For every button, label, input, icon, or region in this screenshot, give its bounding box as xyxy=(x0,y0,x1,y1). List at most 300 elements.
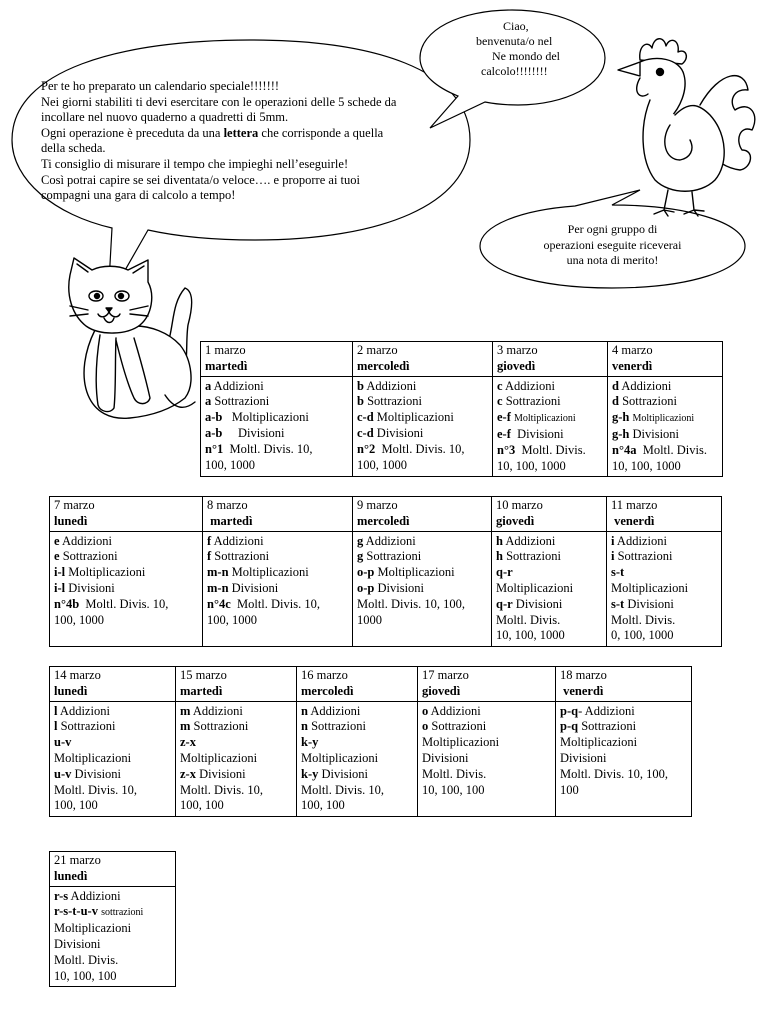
operation-line xyxy=(422,704,551,720)
operation-text: Divisioni xyxy=(71,766,122,781)
operation-letter: c-d xyxy=(357,425,374,440)
operation-text: Moltl. Divis. 10, xyxy=(230,596,320,611)
operation-letter: q-r xyxy=(496,596,513,611)
operation-line xyxy=(497,427,603,443)
operation-letter: b xyxy=(357,394,364,409)
day-date: 16 marzo xyxy=(301,668,348,682)
operation-line xyxy=(54,751,171,767)
operation-line xyxy=(357,442,488,458)
operation-line xyxy=(301,735,413,751)
operation-text: 100, 100 xyxy=(301,798,345,813)
day-header-cell xyxy=(492,497,607,532)
operation-text: Sottrazioni xyxy=(190,719,249,734)
operation-line xyxy=(54,613,198,629)
operation-text: Addizioni xyxy=(307,703,361,718)
operation-line xyxy=(54,719,171,735)
operation-text: Moltiplicazioni xyxy=(54,750,132,765)
day-date: 9 marzo xyxy=(357,498,398,512)
operation-text: Sottrazioni xyxy=(578,719,637,734)
operation-line xyxy=(207,581,348,597)
rooster-bubble-bottom-text xyxy=(500,222,725,269)
day-operations-cell xyxy=(607,531,722,647)
operation-text: Addizioni xyxy=(190,703,243,718)
operation-text: Addizioni xyxy=(618,378,672,393)
cat-illustration xyxy=(69,258,195,418)
day-weekday: venerdì xyxy=(612,358,653,373)
operation-text: Moltl. Divis. 10, xyxy=(180,782,263,797)
rooster-top-line: Ne mondo del xyxy=(492,49,560,63)
operation-line xyxy=(207,565,348,581)
operation-line xyxy=(205,442,348,458)
day-weekday: venerdì xyxy=(560,683,604,698)
operation-letter: z-x xyxy=(180,766,196,781)
operation-letter: n°4b xyxy=(54,596,80,611)
operation-text: 100, 1000 xyxy=(205,457,255,472)
operation-text: Sottrazioni xyxy=(428,719,487,734)
operation-line xyxy=(301,704,413,720)
operation-letter: b xyxy=(357,378,364,393)
day-header-cell xyxy=(50,497,203,532)
operation-text: Moltl. Divis. xyxy=(496,612,561,627)
operation-line xyxy=(54,704,171,720)
operation-letter: a-b xyxy=(205,410,223,425)
day-header-cell xyxy=(353,497,492,532)
operation-text: Divisioni xyxy=(422,750,469,765)
operation-text: Moltiplicazioni xyxy=(65,565,146,580)
operation-letter: a-b xyxy=(205,425,223,440)
cat-bubble-line: Ogni operazione è preceduta da una lettera che corrisponde a quella xyxy=(41,125,384,140)
day-date: 17 marzo xyxy=(422,668,469,682)
operation-text: Divisioni xyxy=(373,425,424,440)
cat-bubble-line: compagni una gara di calcolo a tempo! xyxy=(41,188,236,203)
operation-letter: i xyxy=(611,533,615,548)
operation-text: Addizioni xyxy=(502,378,555,393)
operation-line xyxy=(611,597,717,613)
operation-line xyxy=(54,783,171,799)
operation-text: Moltiplicazioni xyxy=(373,410,454,425)
operation-text: Addizioni xyxy=(211,533,264,548)
operation-letter: m xyxy=(180,719,191,734)
operation-line xyxy=(357,410,488,426)
day-weekday: mercoledì xyxy=(357,513,410,528)
operation-letter: n xyxy=(301,703,308,718)
operation-text: Moltl. Divis. 10, xyxy=(375,441,465,456)
operation-letter: l xyxy=(54,719,58,734)
day-operations-cell xyxy=(201,376,353,477)
operation-letter: m xyxy=(180,703,191,718)
operation-line xyxy=(496,534,602,550)
day-operations-cell xyxy=(492,531,607,647)
day-weekday: giovedì xyxy=(497,358,536,373)
operation-text: Divisioni xyxy=(318,766,369,781)
operation-text: 100, 100 xyxy=(54,798,98,813)
operation-line xyxy=(496,613,602,629)
operation-line xyxy=(496,581,602,597)
day-operations-cell xyxy=(556,701,692,817)
operation-line xyxy=(497,443,603,459)
operation-line xyxy=(180,735,292,751)
day-weekday: martedì xyxy=(180,683,223,698)
operation-line xyxy=(612,443,718,459)
day-header-cell xyxy=(201,342,353,377)
operation-line xyxy=(54,549,198,565)
operation-line xyxy=(357,565,487,581)
day-weekday: martedì xyxy=(205,358,248,373)
operation-line xyxy=(560,751,687,767)
operation-letter: k-y xyxy=(301,766,319,781)
operation-text: Addizioni xyxy=(59,533,112,548)
day-date: 18 marzo xyxy=(560,668,607,682)
day-date: 10 marzo xyxy=(496,498,543,512)
operation-letter: g xyxy=(357,549,364,564)
day-operations-cell xyxy=(50,531,203,647)
operation-line xyxy=(54,735,171,751)
day-header-cell xyxy=(50,667,176,702)
operation-line xyxy=(612,459,718,475)
operation-letter: c xyxy=(497,378,503,393)
operation-text: Moltl. Divis. xyxy=(515,442,586,457)
operation-text-small: sottrazioni xyxy=(101,907,144,919)
operation-line xyxy=(611,549,717,565)
rooster-bubble-top-text xyxy=(470,19,580,79)
operation-line xyxy=(357,613,487,629)
operation-line xyxy=(357,581,487,597)
operation-text: Addizioni xyxy=(57,703,110,718)
operation-text: Divisioni xyxy=(512,596,563,611)
operation-text: Moltl. Divis. 10, xyxy=(223,441,313,456)
operation-line xyxy=(611,565,717,581)
operation-line xyxy=(611,613,717,629)
operation-line xyxy=(357,394,488,410)
rooster-bottom-line: operazioni eseguite riceverai xyxy=(543,237,682,252)
day-date: 2 marzo xyxy=(357,343,398,357)
operation-letter: e-f xyxy=(497,410,511,425)
operation-line xyxy=(357,379,488,395)
operation-text: Sottrazioni xyxy=(211,394,270,409)
operation-text: Divisioni xyxy=(629,426,680,441)
operation-text: Moltiplicazioni xyxy=(228,565,309,580)
operation-line xyxy=(205,410,348,426)
operation-letter: m-n xyxy=(207,580,229,595)
day-header-cell xyxy=(418,667,556,702)
calendar-week-4 xyxy=(49,851,176,987)
operation-letter: d xyxy=(612,378,619,393)
operation-line xyxy=(357,549,487,565)
operation-line xyxy=(301,783,413,799)
rooster-top-line: benvenuta/o nel xyxy=(476,34,553,48)
operation-text: Sottrazioni xyxy=(59,549,118,564)
day-operations-cell xyxy=(493,376,608,477)
operation-text: Sottrazioni xyxy=(614,549,673,564)
day-date: 4 marzo xyxy=(612,343,653,357)
operation-text: Divisioni xyxy=(374,580,425,595)
operation-letter: s-t xyxy=(611,596,625,611)
operation-letter: n°4c xyxy=(207,596,231,611)
operation-letter: g xyxy=(357,533,364,548)
operation-line xyxy=(54,767,171,783)
calendar-header-row xyxy=(50,497,722,532)
day-operations-cell xyxy=(50,701,176,817)
operation-letter: o-p xyxy=(357,565,375,580)
day-date: 15 marzo xyxy=(180,668,227,682)
operation-line xyxy=(357,458,488,474)
operation-line xyxy=(205,379,348,395)
operation-line xyxy=(54,581,198,597)
operation-text: Sottrazioni xyxy=(307,719,366,734)
operation-text: Moltl. Divis. 10, xyxy=(54,782,137,797)
operation-line xyxy=(205,394,348,410)
operation-line xyxy=(612,394,718,410)
operation-text: Moltiplicazioni xyxy=(374,565,455,580)
operation-text: 10, 100, 100 xyxy=(54,968,117,983)
cat-bubble-line: Per te ho preparato un calendario speciale!!!!!!! xyxy=(41,79,280,93)
operation-line xyxy=(301,767,413,783)
operation-text: 100, 1000 xyxy=(54,612,104,627)
operation-letter: c-d xyxy=(357,410,374,425)
cat-bubble-line: della scheda. xyxy=(41,141,106,156)
operation-text: Moltl. Divis. xyxy=(422,766,487,781)
operation-line xyxy=(422,783,551,799)
operation-text: Moltl. Divis. xyxy=(54,952,119,967)
operation-letter: f xyxy=(207,549,212,564)
operation-letter: q-r xyxy=(496,565,513,580)
operation-letter: z-x xyxy=(180,735,196,750)
day-weekday: martedì xyxy=(207,513,253,528)
operation-line xyxy=(422,735,551,751)
day-operations-cell xyxy=(50,886,176,987)
operation-text: 10, 100, 1000 xyxy=(497,458,566,473)
operation-letter: c xyxy=(497,394,503,409)
operation-line xyxy=(560,735,687,751)
day-weekday: venerdì xyxy=(611,513,655,528)
cat-bubble-line: incollare nel nuovo quaderno a quadretti di 5mm. xyxy=(41,110,289,125)
operation-text: Sottrazioni xyxy=(502,394,561,409)
rooster-top-line: Ciao, xyxy=(503,19,529,33)
operation-line xyxy=(180,751,292,767)
cat-bubble-text xyxy=(41,79,461,204)
operation-line xyxy=(496,549,602,565)
operation-text: Sottrazioni xyxy=(502,549,561,564)
operation-line xyxy=(54,798,171,814)
calendar-body-row xyxy=(50,886,176,987)
operation-letter: h xyxy=(496,533,503,548)
operation-line xyxy=(560,783,687,799)
operation-line xyxy=(357,534,487,550)
operation-text: Moltiplicazioni xyxy=(496,580,574,595)
day-weekday: lunedì xyxy=(54,683,88,698)
operation-text: 10, 100, 1000 xyxy=(496,628,565,643)
operation-text: Moltiplicazioni xyxy=(222,410,309,425)
rooster-bottom-line: una nota di merito! xyxy=(566,253,659,267)
day-weekday: mercoledì xyxy=(357,358,410,373)
operation-text: Moltiplicazioni xyxy=(611,580,689,595)
operation-letter: a xyxy=(205,394,212,409)
operation-line xyxy=(205,426,348,442)
operation-line xyxy=(560,704,687,720)
operation-text: Sottrazioni xyxy=(211,549,270,564)
day-header-cell xyxy=(556,667,692,702)
operation-text: 10, 100, 100 xyxy=(422,782,485,797)
operation-letter: n°2 xyxy=(357,441,376,456)
operation-letter: i-l xyxy=(54,565,66,580)
operation-text: Divisioni xyxy=(195,766,246,781)
operation-line xyxy=(207,613,348,629)
operation-text: Moltl. Divis. xyxy=(611,612,676,627)
operation-line xyxy=(497,459,603,475)
operation-letter: s-t xyxy=(611,565,625,580)
operation-text: Addizioni xyxy=(502,533,556,548)
operation-text: Sottrazioni xyxy=(363,394,422,409)
operation-letter: a xyxy=(205,378,212,393)
day-operations-cell xyxy=(203,531,353,647)
operation-text-small: Moltiplicazioni xyxy=(514,413,576,425)
operation-line xyxy=(54,904,171,921)
calendar-header-row xyxy=(50,667,692,702)
operation-line xyxy=(612,379,718,395)
operation-letter: r-s-t-u-v xyxy=(54,904,98,919)
operation-text: Moltiplicazioni xyxy=(422,735,500,750)
operation-text: Divisioni xyxy=(65,580,115,595)
operation-letter: n°1 xyxy=(205,441,224,456)
operation-line xyxy=(54,969,171,985)
day-header-cell xyxy=(50,852,176,887)
operation-letter: n°3 xyxy=(497,442,516,457)
operation-text: Addizioni xyxy=(363,378,417,393)
operation-line xyxy=(54,953,171,969)
day-weekday: lunedì xyxy=(54,513,88,528)
calendar-body-row xyxy=(50,701,692,817)
day-date: 11 marzo xyxy=(611,498,658,512)
calendar-body-row xyxy=(201,376,723,477)
operation-letter: o xyxy=(422,703,429,718)
operation-text: 100 xyxy=(560,782,579,797)
operation-line xyxy=(180,719,292,735)
rooster-illustration xyxy=(618,39,755,216)
operation-line xyxy=(180,767,292,783)
day-operations-cell xyxy=(418,701,556,817)
operation-text: Moltl. Divis. 10, 100, xyxy=(560,766,668,781)
day-operations-cell xyxy=(353,531,492,647)
cat-bubble-line: Ti consiglio di misurare il tempo che impieghi nell’eseguirle! xyxy=(41,156,349,171)
operation-text: Moltiplicazioni xyxy=(560,735,638,750)
operation-line xyxy=(54,921,171,937)
day-operations-cell xyxy=(608,376,723,477)
operation-text: Moltiplicazioni xyxy=(301,750,379,765)
rooster-top-line: calcolo!!!!!!!! xyxy=(481,64,548,78)
day-date: 7 marzo xyxy=(54,498,95,512)
operation-text: Addizioni xyxy=(211,378,264,393)
operation-letter: o-p xyxy=(357,580,375,595)
operation-text: Sottrazioni xyxy=(57,719,116,734)
day-date: 8 marzo xyxy=(207,498,248,512)
calendar-week-2 xyxy=(49,496,722,647)
operation-text: 10, 100, 1000 xyxy=(612,458,681,473)
operation-letter: e xyxy=(54,549,60,564)
operation-text: Moltiplicazioni xyxy=(54,921,132,936)
operation-text: Addizioni xyxy=(363,533,416,548)
operation-letter: k-y xyxy=(301,735,319,750)
operation-letter: g-h xyxy=(612,410,630,425)
cat-bubble-line: Così potrai capire se sei diventata/o veloce…. e proporre ai tuoi xyxy=(41,172,360,187)
operation-line xyxy=(205,458,348,474)
operation-line xyxy=(357,426,488,442)
operation-letter: o xyxy=(422,719,429,734)
operation-letter: f xyxy=(207,533,212,548)
operation-line xyxy=(497,410,603,427)
operation-text: 100, 1000 xyxy=(207,612,257,627)
operation-text: Sottrazioni xyxy=(363,549,422,564)
operation-text: - Addizioni xyxy=(578,703,635,718)
day-date: 14 marzo xyxy=(54,668,101,682)
operation-letter: g-h xyxy=(612,426,630,441)
operation-line xyxy=(54,534,198,550)
operation-letter: h xyxy=(496,549,503,564)
operation-line xyxy=(560,767,687,783)
operation-letter: e-f xyxy=(497,426,511,441)
operation-text: Divisioni xyxy=(560,750,607,765)
day-date: 1 marzo xyxy=(205,343,246,357)
operation-line xyxy=(497,394,603,410)
operation-line xyxy=(497,379,603,395)
cat-bubble-line: Nei giorni stabiliti ti devi esercitare con le operazioni delle 5 schede da xyxy=(41,94,397,109)
operation-text: 100, 100 xyxy=(180,798,224,813)
operation-line xyxy=(54,565,198,581)
day-header-cell xyxy=(353,342,493,377)
calendar-body-row xyxy=(50,531,722,647)
operation-text: 100, 1000 xyxy=(357,457,407,472)
operation-line xyxy=(496,628,602,644)
operation-text: Addizioni xyxy=(428,703,481,718)
day-header-cell xyxy=(608,342,723,377)
operation-line xyxy=(611,534,717,550)
operation-text: Divisioni xyxy=(510,426,564,441)
operation-line xyxy=(611,581,717,597)
operation-letter: d xyxy=(612,394,619,409)
rooster-bottom-line: Per ogni gruppo di xyxy=(567,222,658,236)
operation-line xyxy=(611,628,717,644)
operation-line xyxy=(612,427,718,443)
operation-line xyxy=(180,704,292,720)
operation-text: Moltl. Divis. 10, xyxy=(301,782,384,797)
operation-letter: r-s xyxy=(54,888,69,903)
operation-text: Divisioni xyxy=(54,936,101,951)
day-header-cell xyxy=(176,667,297,702)
day-operations-cell xyxy=(176,701,297,817)
day-weekday: giovedì xyxy=(422,683,461,698)
operation-letter: p-q xyxy=(560,703,579,718)
operation-text: Moltiplicazioni xyxy=(180,750,258,765)
operation-text: Moltl. Divis. xyxy=(636,442,707,457)
operation-line xyxy=(496,597,602,613)
operation-letter: i-l xyxy=(54,580,66,595)
day-operations-cell xyxy=(297,701,418,817)
operation-line xyxy=(496,565,602,581)
day-operations-cell xyxy=(353,376,493,477)
operation-line xyxy=(54,937,171,953)
operation-letter: u-v xyxy=(54,766,72,781)
day-header-cell xyxy=(297,667,418,702)
operation-line xyxy=(180,798,292,814)
operation-text: 1000 xyxy=(357,612,382,627)
operation-letter: l xyxy=(54,703,58,718)
operation-letter: u-v xyxy=(54,735,72,750)
calendar-header-row xyxy=(50,852,176,887)
operation-text: Moltl. Divis. 10, 100, xyxy=(357,596,465,611)
operation-line xyxy=(422,751,551,767)
operation-text: Moltl. Divis. 10, xyxy=(79,596,169,611)
calendar-week-3 xyxy=(49,666,692,817)
operation-letter: n xyxy=(301,719,308,734)
